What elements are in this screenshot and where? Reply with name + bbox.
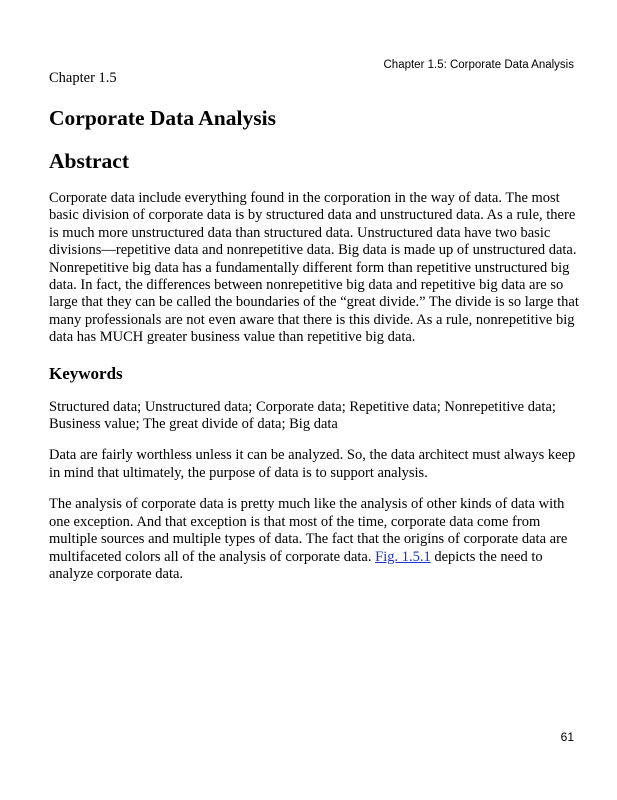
running-head: Chapter 1.5: Corporate Data Analysis: [383, 59, 574, 71]
body-paragraph-2: [49, 496, 579, 583]
keywords-text: Structured data; Unstructured data; Corporate data; Repetitive data; Nonrepetitive data; Business value; The great divide of data; Big data: [49, 398, 556, 433]
page-content: [49, 69, 579, 583]
body-paragraph-1: Data are fairly worthless unless it can be analyzed. So, the data architect must always keep in mind that ultimately, the purpose of data is to support analysis.: [49, 447, 576, 481]
figure-link[interactable]: Fig. 1.5.1: [375, 548, 431, 565]
chapter-label: Chapter 1.5: [49, 70, 117, 86]
paragraph-2-text-end: depicts the need to analyze corporate data.: [49, 548, 543, 582]
page-number: 61: [560, 730, 574, 744]
abstract-text: Corporate data include everything found in the corporation in the way of data. The most basic division of corporate data is by structured data and unstructured data. As a rule, there is much more unstructured data than structured data. Unstructured data have two basic divisions—repetitive data and nonrepetitive data. Big data is made up of unstructured data. Nonrepetitive big data has a fundamentally different form than repetitive unstructured big data. In fact, the differences between nonrepetitive big data and repetitive big data are so large that they can be called the boundaries of the “great divide.” The divide is so large that many professionals are not even aware that there is this divide. As a rule, nonrepetitive big data has MUCH greater business value than repetitive big data.: [49, 190, 579, 346]
abstract-heading: Abstract: [49, 149, 130, 173]
paragraph-2-text-start: The analysis of corporate data is pretty much like the analysis of other kinds of data with one exception. And that exception is that most of the time, corporate data come from multiple sources and multiple types of data. The fact that the origins of corporate data are multifaceted colors all of the analysis of corporate data.: [49, 496, 568, 565]
keywords-heading: Keywords: [49, 363, 123, 383]
chapter-title: Corporate Data Analysis: [49, 106, 276, 130]
